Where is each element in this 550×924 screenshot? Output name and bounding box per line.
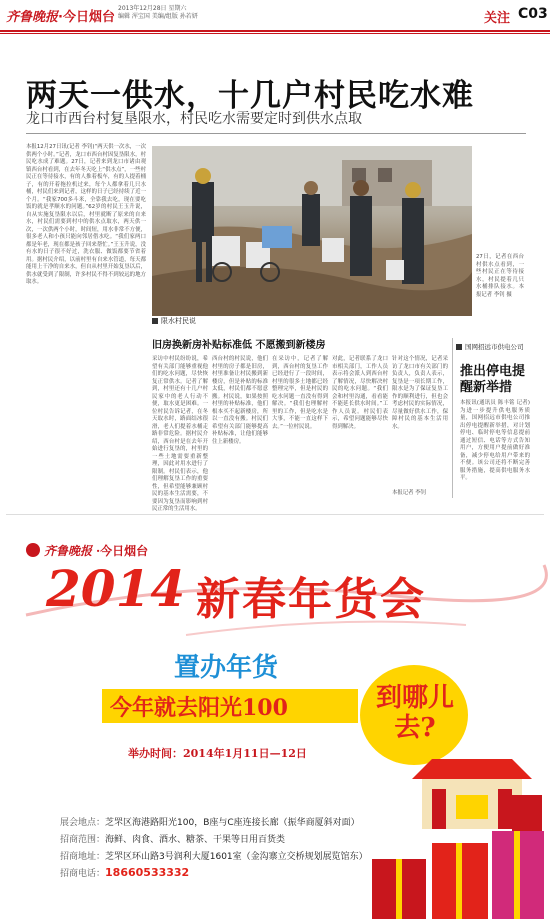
- ad-info-row: [60, 832, 380, 849]
- article-body-lower-2: 在采访中，记者了解到，西台村的复垦工作已经进行了一段时间，村里的很多土地都已经整理完毕，但是村民的吃水问题一直没有得到解决。“我们也理解村里的工作，但是吃水是大事，不能一直这样下去。”一位村民说。: [272, 356, 328, 430]
- photo-illustration: [152, 146, 472, 316]
- ad-info-label: 招商范围：: [60, 835, 106, 845]
- article-subhead: 龙口市西台村复垦限水，村民吃水需要定时到供水点取: [26, 111, 362, 127]
- ad-info-value: 芝罘区海港路阳光100，B座与C座连接长廊（振华商厦斜对面）: [105, 818, 360, 828]
- ad-info-value: 芝罘区环山路3号润利大厦1601室（金沟寨立交桥规划展览馆东）: [105, 852, 368, 862]
- ad-title: 新春年货会: [196, 574, 426, 625]
- section-label: 关注: [484, 11, 511, 26]
- ad-info-label: 展会地点：: [60, 818, 106, 828]
- ad-info-row: [60, 849, 380, 866]
- article-body-left: 本报12月27日讯(记者 李钊)“两天供一次水，一次供两个小时。”记者，龙口市西台村因复垦限水，村民吃水成了难题。27日，记者来到龙口市诸由观镇西台村看到，在去年冬天吃上“供水点”，一些村民正在等待接水，有的人推着板车，有的人提着桶子，有的开着拖拉机过来，每个人都拿着几只水桶，村民们来到记者，这样的日子已经持续了近一个月。“我家700多斗米，全靠我去吃，现在要吃饭的就是孝顺水的问题。”62岁的村民王玉升说，自从实施复垦限水以后，村里就断了原来的自来水，村民们需要到村中的供水点取水，两天供一次，一次供两个小时，时间短，用水非常不方便，很多老人和小孩只能向邻居借水吃。“我们家两口都是年老，现在都是孩子回来帮忙。”王玉升说，没有水的日子很不好过，洗衣服、做饭都要节省着用。据村民介绍，以前村里有自来水管道，每天都能用上干净的自来水，但自从村里开始复垦以后，供水就受到了限制，许多村民不得不到较远的地方取水。: [26, 144, 146, 285]
- sidebar-tag-square: [456, 344, 462, 350]
- ad-logo-edition: ·今日烟台: [96, 544, 149, 558]
- sidebar-tag: 国网招远市供电公司: [465, 343, 524, 351]
- article-body-mid: 采访中村民纷纷说，希望有关部门能够重视他们的吃水问题，尽快恢复正常供水。记者了解到，村里还有十几户村民家中的老人行动不便，取水更是困难。一位村民告诉记者，在冬天取水时，路面结冰很滑，老人们提着水桶走路非常危险。据村民介绍，西台村是在去年开始进行复垦的，村里的一些土地需要重新整理，因此对用水进行了限制。村民们表示，他们理解复垦工作的重要性，但希望能够兼顾村民的基本生活需要，不要因为复垦而影响到村民正常的生活用水。: [152, 356, 208, 512]
- article-subtitle-2: 旧房换新房补贴标准低 不愿搬到新楼房: [152, 340, 326, 351]
- article-headline: 两天一供水，十几户村民吃水难: [26, 78, 474, 114]
- ad-time-value: 2014年1月11日—12日: [183, 747, 307, 760]
- sidebar-title: 推出停电提醒新举措: [460, 364, 526, 395]
- masthead-edition: ·今日烟台: [58, 10, 115, 25]
- ad-time: [128, 745, 307, 761]
- ad-info-label: 招商地址：: [60, 852, 106, 862]
- photo-caption: 27日，记者在西台村供水点看到，一些村民正在等待接水，村民提着几只水桶排队接水。本报记者 李钊 摄: [476, 254, 524, 298]
- ad-bubble-text: 到哪儿去?: [375, 683, 454, 743]
- ad-slogan-2: 今年就去阳光100: [110, 695, 288, 721]
- ad-info-value: 海鲜、肉食、酒水、糖茶、干果等日用百货类: [105, 835, 286, 845]
- masthead-meta: [118, 5, 238, 21]
- ad-logo: 齐鲁晚报: [44, 544, 93, 558]
- article-body-lower-3: 对此，记者联系了龙口市相关部门，工作人员表示将会派人到西台村了解情况，尽快解决村民的吃水问题。“我们会和村里沟通，看看能不能延长供水时间。”工作人员说。村民们表示，希望问题能够尽快得到解决。: [332, 356, 388, 430]
- advertisement: [6, 514, 544, 919]
- ad-info-row: [60, 866, 380, 883]
- ad-info: [60, 815, 380, 883]
- page-number: C03: [518, 6, 548, 22]
- masthead-rule: [0, 33, 550, 34]
- ad-year: 2014: [46, 559, 186, 618]
- ad-slogan-1: 置办年货: [174, 653, 279, 683]
- sidebar-divider: [452, 338, 453, 498]
- ad-gifts-illustration: [362, 755, 544, 919]
- masthead: [0, 0, 550, 32]
- masthead-date: 2013年12月28日 星期六: [118, 5, 187, 12]
- ad-info-row: [60, 815, 380, 832]
- photo-tag-square: [152, 318, 158, 324]
- sidebar-body: 本报讯(通讯员 陈丰铭 记者)为进一步提升供电服务质量，国网招远市供电公司推出停电提醒新举措，对计划停电、临时停电等信息提前通过短信、电话等方式告知用户，方便用户提前做好准备，减少停电给用户带来的不便。该公司还将不断完善服务措施，提高供电服务水平。: [460, 400, 530, 481]
- article-body-lower-4: 针对这个情况，记者采访了龙口市有关部门的负责人，负责人表示，复垦是一项长期工作，限水是为了保证复垦工作的顺利进行，但也会考虑村民的实际情况，尽量做好供水工作，保障村民的基本生活用水。: [392, 356, 448, 430]
- ad-time-label: 举办时间：: [128, 747, 183, 760]
- article-body-lower-1: 西台村的村民说，他们村里的房子都是旧房，村里准备让村民搬到新楼房，但是补贴的标准太低，村民们都不愿意搬。村民说，如果按照村里的补贴标准，他们根本买不起新楼房，所以一直没有搬。村民们希望有关部门能够提高补贴标准，让他们能够住上新楼房。: [212, 356, 268, 445]
- article-byline: 本报记者 李钊: [392, 490, 427, 496]
- photo-tag: 限水村民说: [161, 317, 196, 325]
- article-photo: [152, 146, 472, 316]
- ad-info-label: 招商电话：: [60, 869, 106, 879]
- masthead-logo: 齐鲁晚报: [6, 10, 59, 25]
- ad-phone: 18660533332: [105, 866, 190, 879]
- masthead-editors: 编辑 浑宝国 美编/组版 孙若妍: [118, 13, 198, 20]
- headline-rule: [26, 133, 526, 134]
